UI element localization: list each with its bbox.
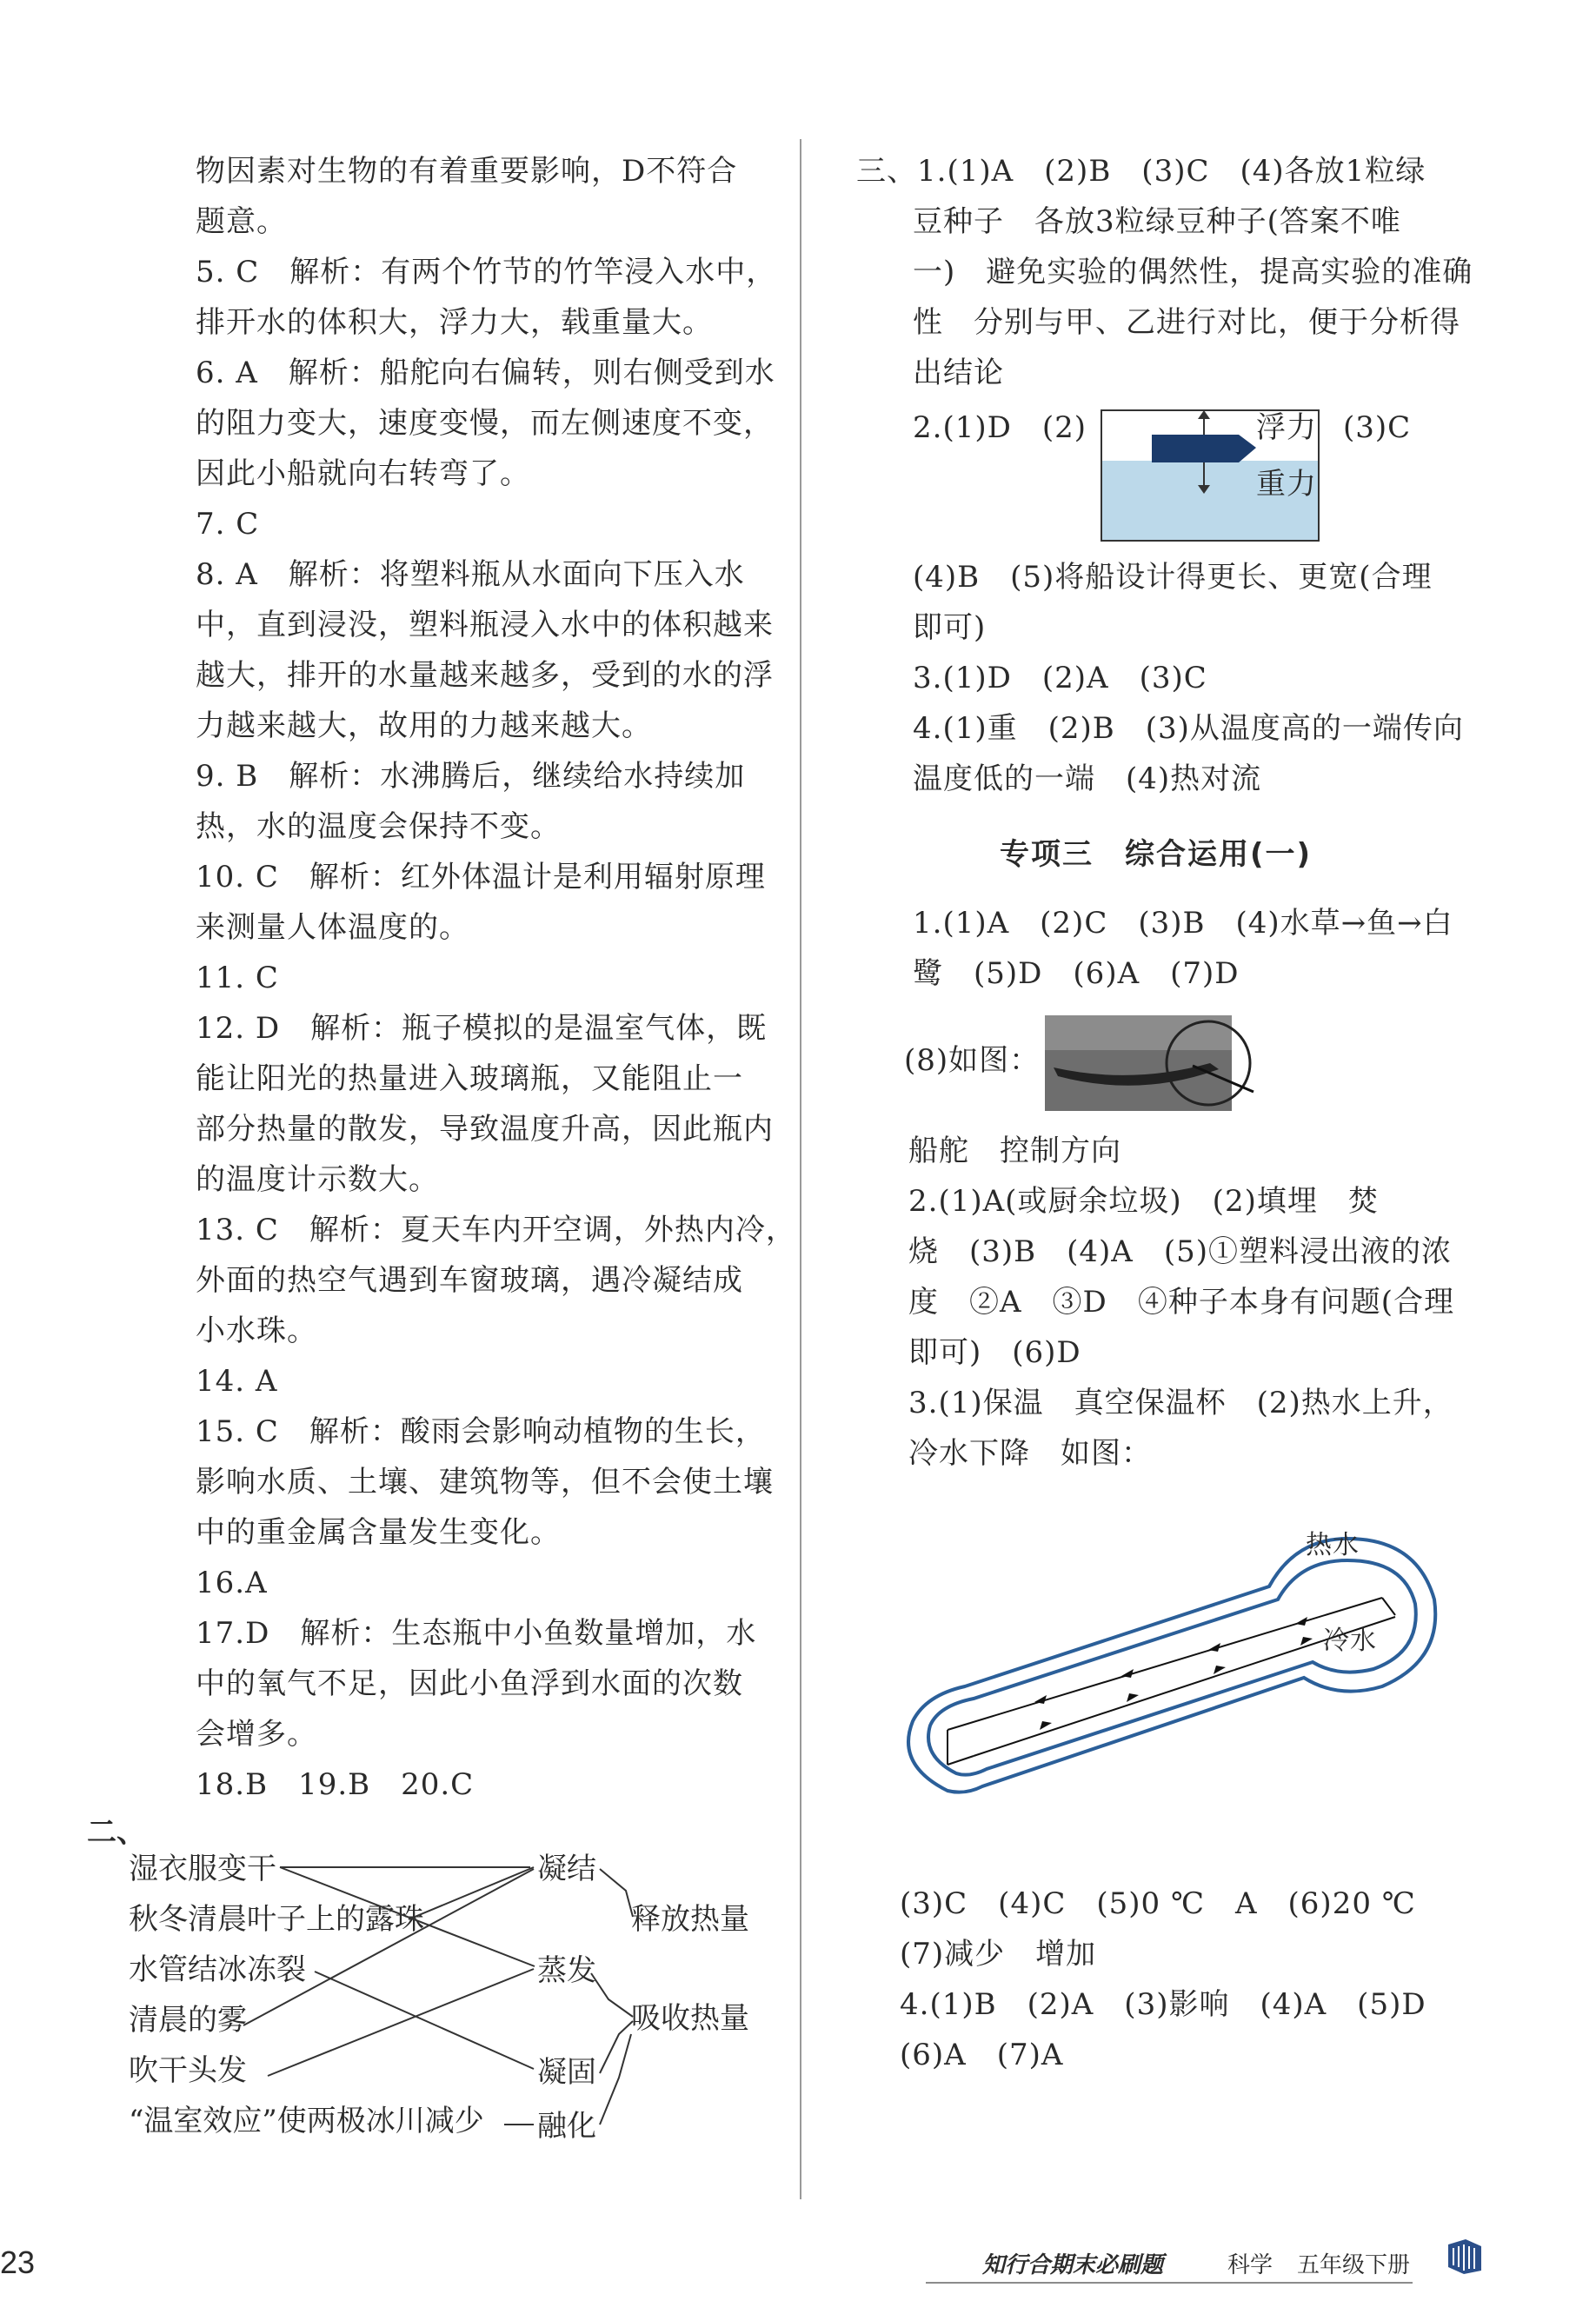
float-label-up: 浮力 [1256,410,1317,445]
text-line: 7. C [196,507,260,542]
match-right-item: 吸收热量 [631,2001,749,2036]
text-line: (6)A (7)A [900,2038,1064,2072]
text-line: 出结论 [913,356,1004,390]
text-line: 冷水下降 如图： [908,1436,1152,1471]
text-line: (7)减少 增加 [900,1937,1097,1972]
question-2-suffix: (3)C [1343,410,1412,445]
text-line: 9. B 解析：水沸腾后，继续给水持续加 [196,759,746,794]
text-line: 来测量人体温度的。 [196,910,469,945]
text-line: 8. A 解析：将塑料瓶从水面向下压入水 [196,557,745,592]
footer-grade: 五年级下册 [1297,2252,1411,2278]
text-line: 中，直到浸没，塑料瓶浸入水中的体积越来 [196,608,774,642]
thermos-convection-diagram [895,1504,1469,1817]
text-line: 中的氧气不足，因此小鱼浮到水面的次数 [196,1666,743,1701]
text-line: 热，水的温度会保持不变。 [196,809,561,844]
text-line: 越大，排开的水量越来越多，受到的水的浮 [196,658,774,693]
text-line: (3)C (4)C (5)0 ℃ A (6)20 ℃ [900,1886,1416,1921]
text-line: 18.B 19.B 20.C [196,1767,475,1802]
text-line: 物因素对生物的有着重要影响，D不符合 [196,154,738,189]
text-line: 11. C [196,961,279,995]
section-two-label: 二、 [87,1815,146,1850]
text-line: 鹭 (5)D (6)A (7)D [913,956,1240,991]
match-line [409,1867,534,1919]
match-line [591,1973,633,2017]
text-line: 4.(1)B (2)A (3)影响 (4)A (5)D [900,1987,1426,2022]
match-middle-item: 凝结 [537,1852,596,1886]
text-line: 影响水质、土壤、建筑物等，但不会使土壤 [196,1465,774,1500]
book-icon [1445,2236,1485,2276]
text-line: 排开水的体积大，浮力大，载重量大。 [196,305,713,340]
text-line: 即可) (6)D [908,1335,1081,1370]
text-line: 1.(1)A (2)C (3)B (4)水草→鱼→白 [913,906,1453,941]
match-line [315,1972,534,2069]
text-line: 力越来越大，故用的力越来越大。 [196,708,652,743]
column-divider [800,139,801,2199]
text-line: 17.D 解析：生态瓶中小鱼数量增加，水 [196,1616,757,1651]
match-middle-item: 融化 [537,2109,596,2144]
text-line: (4)B (5)将船设计得更长、更宽(合理 [913,560,1433,595]
text-line: 豆种子 各放3粒绿豆种子(答案不唯 [913,204,1401,239]
text-line: 14. A [196,1364,278,1399]
text-line: 小水珠。 [196,1313,317,1348]
footer-subject: 科学 [1227,2252,1273,2278]
text-line: 12. D 解析：瓶子模拟的是温室气体，既 [196,1011,768,1046]
question-2-prefix: 2.(1)D (2) [913,410,1087,445]
text-line: 的温度计示数大。 [196,1162,439,1197]
text-line: 中的重金属含量发生变化。 [196,1515,561,1550]
text-line: 会增多。 [196,1717,317,1752]
text-line: 的阻力变大，速度变慢，而左侧速度不变， [196,406,774,441]
match-left-item: “温室效应”使两极冰川减少 [129,2104,484,2138]
match-left-item: 水管结冰冻裂 [129,1952,306,1987]
match-left-item: 湿衣服变干 [129,1852,276,1886]
match-line [268,1969,534,2076]
text-line: 因此小船就向右转弯了。 [196,456,530,491]
text-line: 船舵 控制方向 [908,1134,1121,1168]
match-middle-item: 蒸发 [537,1953,596,1988]
text-line: 即可) [913,610,987,645]
thermos-label-hot: 热水 [1306,1530,1360,1560]
text-line: 13. C 解析：夏天车内开空调，外热内冷， [196,1213,796,1247]
match-line [600,2034,631,2125]
text-line: 题意。 [196,204,287,239]
text-line: 部分热量的散发，导致温度升高，因此瓶内 [196,1112,774,1147]
match-left-item: 秋冬清晨叶子上的露珠 [129,1902,424,1937]
thermos-label-cold: 冷水 [1323,1626,1377,1656]
text-line: 外面的热空气遇到车窗玻璃，遇冷凝结成 [196,1263,743,1298]
match-line [243,1869,534,2025]
text-line: 3.(1)D (2)A (3)C [913,661,1207,695]
text-line: 10. C 解析：红外体温计是利用辐射原理 [196,860,766,894]
footer-brand: 知行合期末必刷题 [982,2252,1164,2278]
footer-line [926,2282,1413,2284]
text-line: 烧 (3)B (4)A (5)①塑料浸出液的浓 [908,1234,1453,1269]
match-left-item: 吹干头发 [129,2053,247,2088]
text-line: 6. A 解析：船舵向右偏转，则右侧受到水 [196,356,775,390]
text-line: 三、1.(1)A (2)B (3)C (4)各放1粒绿 [856,154,1426,189]
text-line: 温度低的一端 (4)热对流 [913,761,1262,796]
text-line: 4.(1)重 (2)B (3)从温度高的一端传向 [913,711,1464,746]
figure-prefix: (8)如图： [904,1043,1041,1078]
text-line: 15. C 解析：酸雨会影响动植物的生长， [196,1414,766,1449]
page-number: 23 [0,2244,36,2280]
text-line: 5. C 解析：有两个竹节的竹竿浸入水中， [196,255,777,289]
text-line: 2.(1)A(或厨余垃圾) (2)填埋 焚 [908,1184,1379,1219]
text-line: 3.(1)保温 真空保温杯 (2)热水上升， [908,1386,1453,1420]
dragon-boat-photo [1045,1015,1262,1111]
section-title: 专项三 综合运用(一) [1000,837,1313,872]
float-label-down: 重力 [1256,467,1317,502]
text-line: 性 分别与甲、乙进行对比，便于分析得 [913,305,1460,340]
text-line: 能让阳光的热量进入玻璃瓶，又能阻止一 [196,1061,743,1096]
text-line: 一) 避免实验的偶然性，提高实验的准确 [913,255,1473,289]
match-line [600,1869,633,1917]
match-middle-item: 凝固 [537,2055,596,2090]
text-line: 度 ②A ③D ④种子本身有问题(合理 [908,1285,1455,1320]
text-line: 16.A [196,1566,268,1600]
match-right-item: 释放热量 [631,1902,749,1937]
match-left-item: 清晨的雾 [129,2003,247,2038]
